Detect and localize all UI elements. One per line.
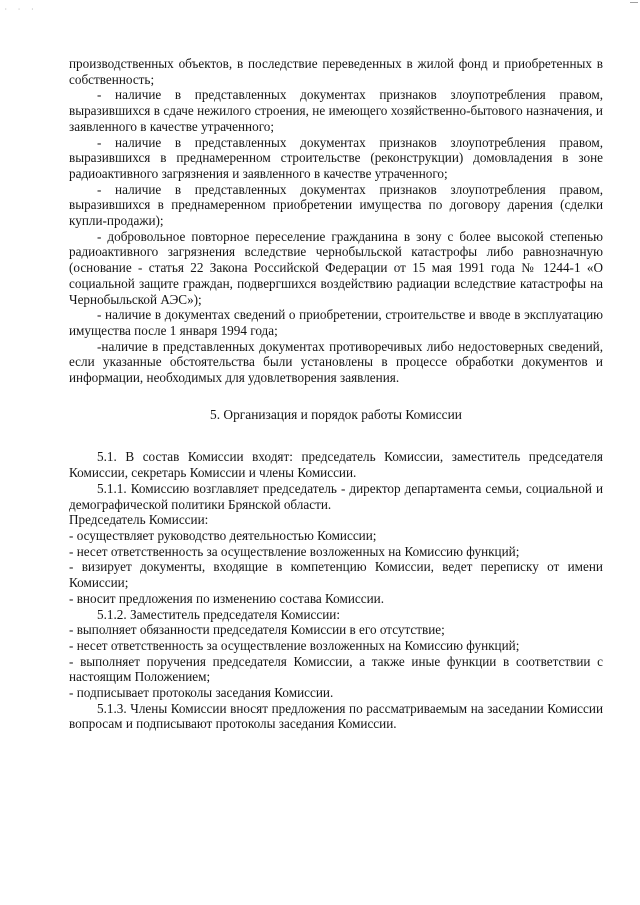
paragraph: Председатель Комиссии: <box>69 512 209 528</box>
paragraph: - выполняет обязанности председателя Комиссии в его отсутствие; <box>69 622 445 638</box>
paragraph: - вносит предложения по изменению состава Комиссии. <box>69 590 385 606</box>
paragraph: - выполняет поручения председателя Комиссии, а также иные функции в соответствии с настоящим Положением; <box>69 653 603 685</box>
paragraph: - наличие в представленных документах признаков злоупотребления правом, выразившихся в преднамеренном приобретении имущества по договору дарения (сделки купли-продажи); <box>69 181 603 229</box>
paragraph: - подписывает протоколы заседания Комиссии. <box>69 685 334 701</box>
paragraph: -наличие в представленных документах противоречивых либо недостоверных сведений, если указанные обстоятельства были установлены в процессе обработки документов и информации, необходимых для удовлетворения заявления. <box>69 338 603 386</box>
paragraph: - осуществляет руководство деятельностью Комиссии; <box>69 527 377 543</box>
section-heading: 5. Организация и порядок работы Комиссии <box>210 406 462 422</box>
paragraph: - наличие в представленных документах признаков злоупотребления правом, выразившихся в сдаче нежилого строения, не имеющего хозяйственно-бытового назначения, и заявленного в качестве утраченного; <box>69 87 603 134</box>
paragraph: - визирует документы, входящие в компетенцию Комиссии, ведет переписку от имени Комиссии; <box>69 559 603 591</box>
paragraph: - добровольное повторное переселение гражданина в зону с более высокой степенью радиоактивного загрязнения вследствие чернобыльской катастрофы либо равнозначную (основание - статья 22 Закона Российской Федерации от 15 мая 1991 года № 1244-1 «О социальной защите граждан, подвергшихся воздействию радиации вследствие катастрофы на Чернобыльской АЭС»); <box>69 228 603 307</box>
paragraph: производственных объектов, в последствие переведенных в жилой фонд и приобретенных в собственность; <box>69 56 603 87</box>
paragraph: 5.1.2. Заместитель председателя Комиссии: <box>97 606 341 622</box>
paragraph: 5.1.1. Комиссию возглавляет председатель - директор департамента семьи, социальной и демографической политики Брянской области. <box>69 480 603 512</box>
section-4-continuation <box>69 56 603 386</box>
paragraph: - наличие в представленных документах признаков злоупотребления правом, выразившихся в преднамеренном строительстве (реконструкции) домовладения в зоне радиоактивного загрязнения и заявленного в качестве утраченного; <box>69 134 603 181</box>
paragraph: - несет ответственность за осуществление возложенных на Комиссию функций; <box>69 637 520 653</box>
paragraph: - несет ответственность за осуществление возложенных на Комиссию функций; <box>69 543 520 559</box>
scan-artifact-right <box>630 2 638 6</box>
paragraph: - наличие в документах сведений о приобретении, строительстве и вводе в эксплуатацию имущества после 1 января 1994 года; <box>69 307 603 338</box>
paragraph: 5.1.3. Члены Комиссии вносят предложения по рассматриваемым на заседании Комиссии вопросам и подписывают протоколы заседания Комиссии. <box>69 700 603 732</box>
document-page <box>69 56 603 732</box>
section-5-body <box>69 449 603 732</box>
scan-artifact-left: · · · <box>4 6 38 13</box>
paragraph: 5.1. В состав Комиссии входят: председатель Комиссии, заместитель председателя Комиссии, секретарь Комиссии и члены Комиссии. <box>69 449 603 481</box>
